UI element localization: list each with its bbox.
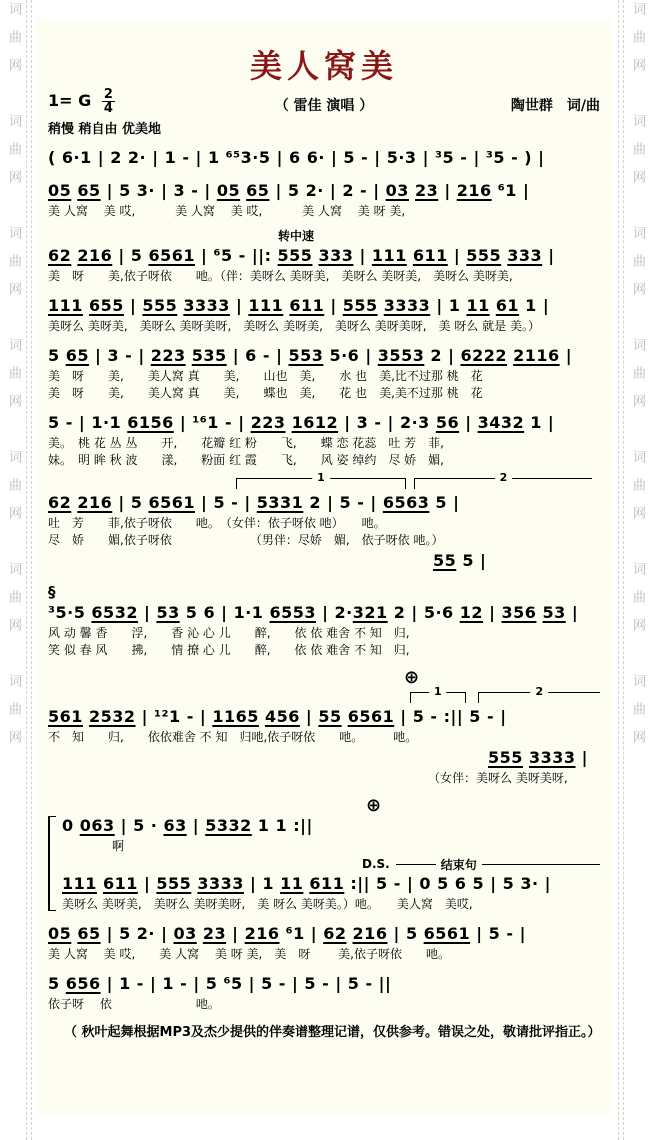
music-system-3 — [48, 229, 600, 285]
music-notes-row: ³5·5 6532 | 53 5 6 | 1·1 6553 | 2·321 2 | 5·6 12 | 356 53 | — [48, 603, 579, 622]
music-system-5 — [48, 344, 600, 402]
song-title: 美人窝美 — [249, 47, 398, 85]
music-notes-row: 561 2532 | ¹²1 - | 1165 456 | 55 6561 | 5 - :|| 5 - | — [48, 707, 507, 726]
footer-note: （ 秋叶起舞根据MP3及杰少提供的伴奏谱整理记谱，仅供参考。错误之处，敬请批评指正。） — [64, 1025, 601, 1040]
music-system-9 — [48, 668, 600, 787]
music-system-7 — [48, 471, 600, 573]
music-system-4 — [48, 294, 600, 335]
composer-credit: 陶世群 词/曲 — [510, 98, 600, 114]
music-system-2 — [48, 179, 600, 220]
music-notes-row: 05 65 | 5 3· | 3 - | 05 65 | 5 2· | 2 - | 03 23 | 216 ⁶1 | — [48, 181, 530, 200]
score-meta-row — [48, 88, 600, 115]
lyrics-row: 美呀么 美呀美, 美呀么 美呀美呀, 美呀么 美呀美, 美呀么 美呀美呀, 美 呀么 就是 美。） — [48, 319, 540, 333]
music-system-6 — [48, 411, 600, 469]
bracketed-staves — [48, 814, 600, 913]
ds-and-ending-row — [362, 856, 600, 872]
music-notes-row: 111 655 | 555 3333 | 111 611 | 555 3333 | 1 11 61 1 | — [48, 296, 550, 315]
lyrics-row-verse1: 风 动 馨 香 浮, 香 沁 心 儿 醉, 依 依 难舍 不 知 归, — [48, 626, 410, 640]
key-signature — [48, 88, 198, 115]
music-notes-row: 5 656 | 1 - | 1 - | 5 ⁶5 | 5 - | 5 - | 5 - || — [48, 974, 392, 993]
lyrics-row-verse2: 笑 似 春 风 拂, 情 撩 心 儿 醉, 依 依 难舍 不 知 归, — [48, 643, 410, 657]
music-notes-row: 62 216 | 5 6561 | 5 - | 5331 2 | 5 - | 6563 5 | — [48, 493, 460, 512]
lyrics-row-verse2: 妹。 明 眸 秋 波 漾, 粉面 红 霞 飞, 风 姿 绰约 尽 娇 媚, — [48, 453, 444, 467]
watermark-divider-right — [618, 0, 624, 1140]
upper-staff-lyric: 啊 — [112, 839, 125, 853]
lyrics-row: 美 人窝 美 哎, 美 人窝 美 哎, 美 人窝 美 呀 美, — [48, 204, 406, 218]
lower-staff-notes: 111 611 | 555 3333 | 1 11 611 :|| 5 - | 0 5 6 5 | 5 3· | — [62, 874, 551, 893]
lyrics-row: 不 知 归, 依依难舍 不 知 归吔,依子呀依 吔。 吔。 — [48, 730, 418, 744]
coda-row — [48, 796, 600, 814]
coda-icon: ⊕ — [404, 667, 420, 688]
staves-column — [62, 814, 600, 913]
time-numerator: 2 — [103, 87, 113, 102]
volta-1-bracket: 1 — [410, 692, 466, 703]
music-notes-row: 05 65 | 5 2· | 03 23 | 216 ⁶1 | 62 216 | 5 6561 | 5 - | — [48, 924, 526, 943]
lyrics-row-verse1: 美 呀 美, 美人窝 真 美, 山也 美, 水 也 美,比不过那 桃 花 — [48, 369, 483, 383]
volta-row — [48, 685, 600, 705]
lyrics-row-verse2: 尽 娇 媚,依子呀依 （男伴：尽娇 媚, 依子呀依 吔。） — [48, 533, 444, 547]
music-system-intro — [48, 146, 600, 170]
music-notes-row: 5 - | 1·1 6156 | ¹⁶1 - | 223 1612 | 3 - | 2·3 56 | 3432 1 | — [48, 413, 555, 432]
lyrics-row: 美 人窝 美 哎, 美 人窝 美 呀 美, 美 呀 美,依子呀依 吔。 — [48, 947, 450, 961]
volta-2-bracket: 2 — [478, 692, 600, 703]
second-voice-notes: 555 3333 | — [488, 748, 588, 767]
coda-icon: ⊕ — [366, 795, 382, 816]
ds-label: D.S. — [362, 857, 390, 871]
music-system-10 — [48, 796, 600, 913]
volta-row — [48, 471, 600, 491]
ending-phrase-bracket — [396, 856, 600, 873]
music-system-12 — [48, 972, 600, 1013]
time-signature — [102, 88, 115, 115]
tempo-text: 稍慢 稍自由 优美地 — [48, 122, 162, 137]
tempo-change-mark: 转中速 — [278, 229, 315, 243]
score-sheet — [36, 20, 612, 1114]
watermark-divider-left — [26, 0, 32, 1140]
performer-subtitle: （ 雷佳 演唱 ） — [274, 98, 374, 114]
lyrics-row: 依子呀 依 吔。 — [48, 997, 220, 1011]
watermark-left: 词曲网 词曲网 词曲网 词曲网 词曲网 词曲网 词曲网 — [6, 2, 21, 758]
volta-2-bracket: 2 — [414, 478, 592, 489]
music-system-8 — [48, 582, 600, 659]
coda-row — [48, 668, 600, 686]
music-system-11 — [48, 922, 600, 963]
second-voice-notes: 55 5 | — [433, 551, 487, 570]
ending-phrase-label: 结束句 — [440, 857, 477, 872]
lyrics-row-verse2: 美 呀 美, 美人窝 真 美, 蝶也 美, 花 也 美,美不过那 桃 花 — [48, 386, 483, 400]
key-text: 1= G — [48, 91, 92, 110]
second-voice-lyric: （女伴：美呀么 美呀美呀, — [428, 771, 568, 785]
lyrics-row-verse1: 吐 芳 菲,依子呀依 吔。 （女伴：依子呀依 吔） 吔。 — [48, 516, 386, 530]
lyrics-row-verse1: 美。 桃 花 丛 丛 开, 花瓣 红 粉 飞, 蝶 恋 花蕊 吐 芳 菲, — [48, 436, 444, 450]
segno-icon: § — [48, 583, 56, 601]
watermark-right: 词曲网 词曲网 词曲网 词曲网 词曲网 词曲网 词曲网 — [630, 2, 645, 758]
upper-staff-notes: 0 063 | 5 · 63 | 5332 1 1 :|| — [62, 816, 313, 835]
lower-staff-lyric: 美呀么 美呀美, 美呀么 美呀美呀, 美 呀么 美呀美。）吔。 美人窝 美哎, — [62, 897, 473, 911]
music-notes-row: 62 216 | 5 6561 | ⁶5 - ||: 555 333 | 111 611 | 555 333 | — [48, 246, 555, 265]
music-notes-row: 5 65 | 3 - | 223 535 | 6 - | 553 5·6 | 3553 2 | 6222 2116 | — [48, 346, 573, 365]
lyrics-row: 美 呀 美,依子呀依 吔。（伴：美呀么 美呀美, 美呀么 美呀美, 美呀么 美呀美, — [48, 269, 513, 283]
system-brace — [48, 816, 56, 911]
music-notes-row: ( 6·1 | 2 2· | 1 - | 1 ⁶⁵3·5 | 6 6· | 5 - | 5·3 | ³5 - | ³5 - ) | — [48, 148, 545, 167]
volta-1-bracket: 1 — [236, 478, 406, 489]
time-denominator: 4 — [103, 101, 113, 116]
